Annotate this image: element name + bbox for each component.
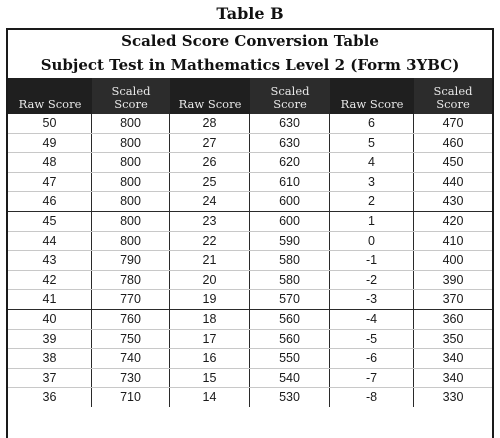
scaled-score-cell: 410: [442, 233, 464, 248]
raw-score-cell: 45: [8, 212, 92, 231]
raw-score-cell: 21: [170, 251, 250, 270]
scaled-score-cell: 340: [442, 370, 464, 385]
raw-score-cell: 40: [8, 310, 92, 329]
header-scaled-score: Scaled Score: [414, 78, 492, 114]
scaled-score-cell: 420: [442, 213, 464, 228]
header-raw-score: Raw Score: [18, 97, 82, 111]
raw-score-cell: 26: [170, 153, 250, 172]
scaled-score-cell: 800: [92, 114, 170, 133]
scaled-score-cell: 780: [92, 271, 170, 290]
scaled-score-cell: 350: [442, 331, 464, 346]
raw-score-cell: 1: [330, 212, 414, 231]
raw-score-cell: 4: [330, 153, 414, 172]
scaled-score-cell: 620: [250, 153, 330, 172]
scaled-score-cell: 550: [250, 349, 330, 368]
table-title: Scaled Score Conversion Table: [121, 32, 379, 50]
scaled-score-cell: 440: [442, 174, 464, 189]
raw-score-cell: 3: [330, 173, 414, 192]
scaled-score-cell: 580: [250, 271, 330, 290]
table-row: [8, 173, 492, 193]
scaled-score-cell: 730: [92, 369, 170, 388]
header-scaled-score: Scaled Score: [250, 78, 330, 114]
scaled-score-cell: 330: [442, 390, 464, 405]
raw-score-cell: 47: [8, 173, 92, 192]
table-row: [8, 114, 492, 134]
raw-score-cell: -4: [330, 310, 414, 329]
table-body: [8, 114, 492, 407]
scaled-score-cell: 800: [92, 192, 170, 211]
raw-score-cell: -8: [330, 388, 414, 407]
scaled-score-cell: 340: [442, 351, 464, 366]
scaled-score-cell: 560: [250, 330, 330, 349]
scaled-score-cell: 590: [250, 232, 330, 251]
scaled-score-cell: 770: [92, 290, 170, 309]
scaled-score-cell: 390: [442, 272, 464, 287]
header-raw-score: Raw Score: [340, 97, 404, 111]
scaled-score-cell: 750: [92, 330, 170, 349]
raw-score-cell: 43: [8, 251, 92, 270]
raw-score-cell: 41: [8, 290, 92, 309]
table-row: [8, 388, 492, 407]
scaled-score-cell: 800: [92, 212, 170, 231]
scaled-score-cell: 450: [442, 155, 464, 170]
table-row: [8, 134, 492, 154]
raw-score-cell: 27: [170, 134, 250, 153]
table-row: [8, 369, 492, 389]
raw-score-cell: 48: [8, 153, 92, 172]
header-raw-score: Raw Score: [178, 97, 242, 111]
raw-score-cell: 22: [170, 232, 250, 251]
raw-score-cell: 39: [8, 330, 92, 349]
raw-score-cell: -1: [330, 251, 414, 270]
table-row: [8, 251, 492, 271]
table-row: [8, 232, 492, 252]
scaled-score-cell: 600: [250, 192, 330, 211]
raw-score-cell: 15: [170, 369, 250, 388]
raw-score-cell: 19: [170, 290, 250, 309]
scaled-score-cell: 630: [250, 114, 330, 133]
scaled-score-cell: 580: [250, 251, 330, 270]
raw-score-cell: 18: [170, 310, 250, 329]
row-group: [8, 114, 492, 212]
raw-score-cell: -5: [330, 330, 414, 349]
scaled-score-cell: 610: [250, 173, 330, 192]
scaled-score-cell: 800: [92, 232, 170, 251]
raw-score-cell: 0: [330, 232, 414, 251]
scaled-score-cell: 530: [250, 388, 330, 407]
scaled-score-cell: 360: [442, 311, 464, 326]
table-row: [8, 153, 492, 173]
raw-score-cell: -3: [330, 290, 414, 309]
raw-score-cell: 42: [8, 271, 92, 290]
scaled-score-cell: 760: [92, 310, 170, 329]
scaled-score-cell: 560: [250, 310, 330, 329]
raw-score-cell: 37: [8, 369, 92, 388]
scaled-score-cell: 370: [442, 292, 464, 307]
scaled-score-cell: 740: [92, 349, 170, 368]
scaled-score-cell: 800: [92, 153, 170, 172]
raw-score-cell: 16: [170, 349, 250, 368]
table-subtitle: Subject Test in Mathematics Level 2 (Form 3YBC): [40, 56, 460, 74]
table-row: [8, 212, 492, 232]
header-scaled-score: Scaled Score: [92, 78, 170, 114]
table-row: [8, 330, 492, 350]
raw-score-cell: 36: [8, 388, 92, 407]
raw-score-cell: 28: [170, 114, 250, 133]
table-row: [8, 349, 492, 369]
table-row: [8, 310, 492, 330]
scaled-score-cell: 400: [442, 253, 464, 268]
scaled-score-cell: 470: [442, 116, 464, 130]
raw-score-cell: -6: [330, 349, 414, 368]
scaled-score-cell: 430: [442, 194, 464, 209]
raw-score-cell: 6: [330, 114, 414, 133]
scaled-score-cell: 630: [250, 134, 330, 153]
row-group: [8, 310, 492, 407]
table-row: [8, 290, 492, 309]
scaled-score-cell: 600: [250, 212, 330, 231]
raw-score-cell: 25: [170, 173, 250, 192]
scaled-score-cell: 710: [92, 388, 170, 407]
raw-score-cell: 20: [170, 271, 250, 290]
raw-score-cell: -2: [330, 271, 414, 290]
raw-score-cell: 23: [170, 212, 250, 231]
table-row: [8, 192, 492, 211]
raw-score-cell: 38: [8, 349, 92, 368]
scaled-score-cell: 800: [92, 173, 170, 192]
scaled-score-cell: 790: [92, 251, 170, 270]
table-row: [8, 271, 492, 291]
scaled-score-cell: 540: [250, 369, 330, 388]
raw-score-cell: 46: [8, 192, 92, 211]
scaled-score-cell: 800: [92, 134, 170, 153]
scaled-score-cell: 570: [250, 290, 330, 309]
table-header-row: [8, 78, 492, 114]
raw-score-cell: 44: [8, 232, 92, 251]
raw-score-cell: 2: [330, 192, 414, 211]
scaled-score-cell: 460: [442, 135, 464, 150]
table-label: Table B: [216, 4, 284, 23]
raw-score-cell: 49: [8, 134, 92, 153]
raw-score-cell: -7: [330, 369, 414, 388]
raw-score-cell: 24: [170, 192, 250, 211]
raw-score-cell: 50: [8, 114, 92, 133]
row-group: [8, 212, 492, 310]
raw-score-cell: 5: [330, 134, 414, 153]
conversion-table: [6, 28, 494, 438]
raw-score-cell: 17: [170, 330, 250, 349]
raw-score-cell: 14: [170, 388, 250, 407]
